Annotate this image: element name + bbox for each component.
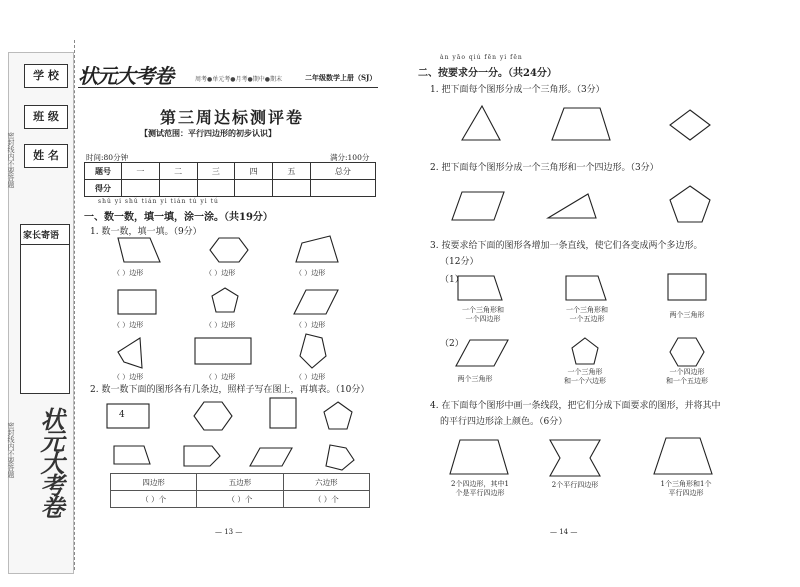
cut-note-top: 密封线内不要答题 [7,132,15,188]
q4-label: 2个四边形，其中1 个是平行四边形 [451,480,509,497]
trapezoid-shape [552,108,610,140]
sidebar-logo: 状元大考卷 [36,407,65,517]
score-cell: 题号 [85,163,122,180]
parallelogram-shape [456,340,508,366]
parallelogram-shape [452,192,504,220]
q3-label: 两个三角形 [457,375,493,383]
q2-3-prompt: 3. 按要求给下面的图形各增加一条直线，使它们各变成两个多边形。 [430,241,703,251]
score-cell: 得分 [85,180,122,197]
blank-label[interactable]: （ ）边形 [205,321,236,329]
time-limit: 时间:80分钟 [86,153,129,162]
page-number-left: — 13 — [215,528,243,536]
blank-label[interactable]: （ ）边形 [113,373,144,381]
name-field[interactable]: 姓 名 [24,144,68,168]
page-number-right: — 14 — [550,528,578,536]
q2-3-sub2: （2） [440,339,464,349]
pentagon-shape [670,186,710,222]
trapezoid-shape [450,440,508,474]
trapezoid-shape [654,438,712,474]
hexagon-shape [670,338,704,366]
q2-4-prompt-line2: 的平行四边形涂上颜色。（6分） [440,417,568,427]
rhombus-shape [670,110,710,140]
q2-1-prompt: 1. 把下面每个图形分成一个三角形。（3分） [430,85,605,95]
test-scope: 【测试范围：平行四边形的初步认识】 [140,128,276,138]
q2-3-sub1: （1） [440,275,464,285]
quadrilateral-shape [566,276,606,300]
full-score: 满分:100分 [330,153,370,162]
header-grade: 二年级数学上册（SJ） [305,73,377,82]
count-cell[interactable]: （ ）个 [197,491,283,508]
blank-label[interactable]: （ ）边形 [295,269,326,277]
q3-label: 一个四边形 和一个五边形 [666,368,708,385]
section2-heading: 二、按要求分一分。（共24分） [418,68,557,79]
section1-pinyin: shǔ yi shǔ tián yi tián tú yi tú [98,198,219,205]
q4-label: 1个三角形和1个 平行四边形 [660,480,712,497]
q3-label: 一个三角形和 一个五边形 [566,306,608,323]
q4-label: 2个平行四边形 [551,481,599,489]
score-cell: 二 [159,163,197,180]
score-cell: 四 [235,163,273,180]
count-header: 四边形 [111,474,197,491]
class-field[interactable]: 班 级 [24,105,68,129]
score-cell: 五 [273,163,311,180]
score-cell: 总分 [310,163,375,180]
blank-label[interactable]: （ ）边形 [295,321,326,329]
parent-comment-label: 家长寄语 [21,225,69,245]
triangle-shape [548,194,596,218]
score-cell: 三 [197,163,235,180]
section1-heading: 一、数一数，填一填，涂一涂。（共19分） [84,212,273,223]
blank-label[interactable]: （ ）边形 [295,373,326,381]
q3-label: 两个三角形 [669,311,705,319]
header-logo: 状元大考卷 [78,64,173,88]
trapezoid-shape [458,276,502,300]
blank-label[interactable]: （ ）边形 [113,321,144,329]
count-cell[interactable]: （ ）个 [111,491,197,508]
q3-label: 一个三角形 和一个六边形 [564,368,606,385]
pentagon-shape [572,338,598,364]
rectangle-shape [668,274,706,300]
example-number: 4 [119,410,125,420]
page-title: 第三周达标测评卷 [160,108,305,127]
q2-4-prompt-line1: 4. 在下面每个图形中画一条线段，把它们分成下面要求的图形，并将其中 [430,401,721,411]
section2-pinyin: àn yāo qiú fēn yi fēn [440,54,523,61]
q1-1-prompt: 1. 数一数，填一填。（9分） [90,227,202,237]
count-header: 六边形 [283,474,369,491]
triangle-shape [462,106,500,140]
q2-3-score: （12分） [440,257,479,267]
q1-2-prompt: 2. 数一数下面的图形各有几条边，照样子写在图上，再填表。（10分） [90,385,370,395]
q3-label: 一个三角形和 一个四边形 [462,306,504,323]
blank-label[interactable]: （ ）边形 [205,269,236,277]
header-tagline: 周考●单元考●月考●期中●期末 [195,76,282,83]
blank-label[interactable]: （ ）边形 [113,269,144,277]
blank-label[interactable]: （ ）边形 [205,373,236,381]
count-header: 五边形 [197,474,283,491]
school-field[interactable]: 学 校 [24,64,68,88]
cut-note-bottom: 密封线内不要答题 [7,422,15,478]
q2-2-prompt: 2. 把下面每个图形分成一个三角形和一个四边形。（3分） [430,163,659,173]
score-cell: 一 [122,163,160,180]
count-cell[interactable]: （ ）个 [283,491,369,508]
arrow-shape [550,440,600,476]
